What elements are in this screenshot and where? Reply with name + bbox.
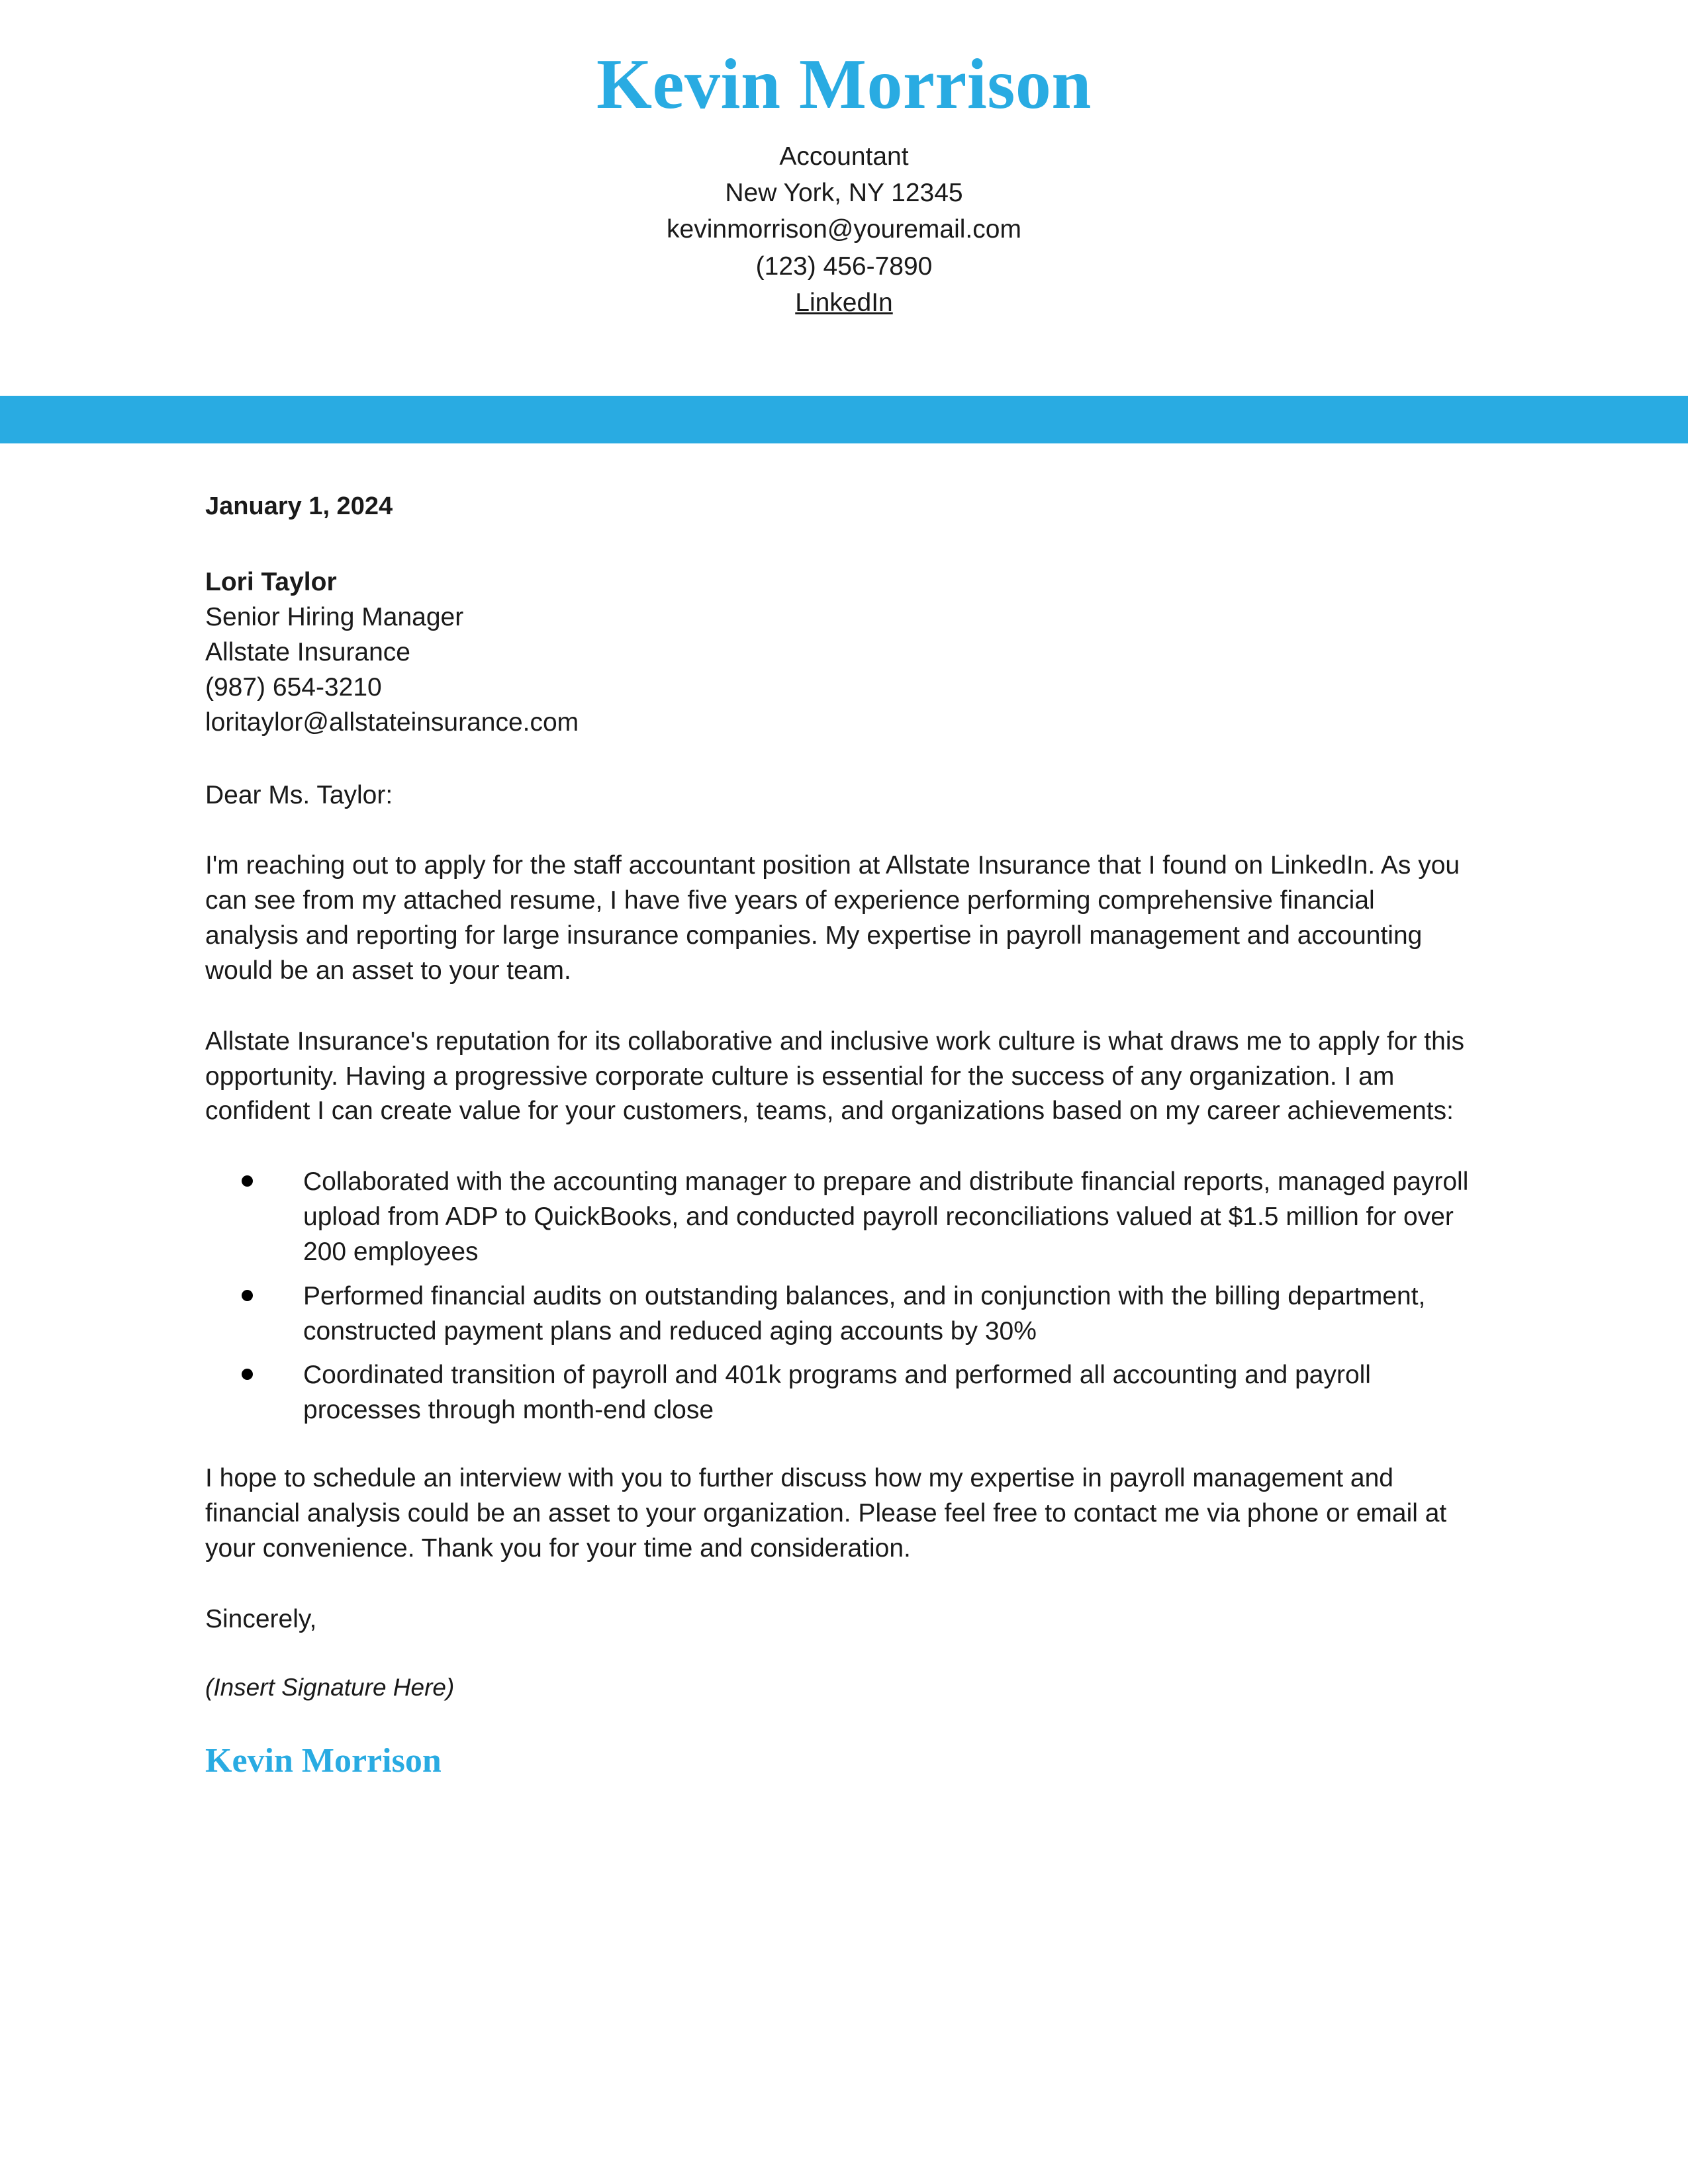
letter-header: [0, 0, 1688, 322]
bullet-icon: [242, 1290, 253, 1301]
recipient-block: [205, 565, 1475, 740]
signature-name: Kevin Morrison: [205, 1742, 442, 1780]
recipient-phone: (987) 654-3210: [205, 673, 382, 702]
contact-block: [0, 138, 1688, 322]
recipient-email: loritaylor@allstateinsurance.com: [205, 708, 579, 737]
applicant-email: kevinmorrison@youremail.com: [667, 215, 1021, 244]
recipient-company: Allstate Insurance: [205, 637, 411, 666]
list-item: [205, 1358, 1475, 1428]
linkedin-link[interactable]: LinkedIn: [795, 289, 893, 318]
letter-body: [205, 490, 1475, 1784]
body-paragraph-2: Allstate Insurance's reputation for its collaborative and inclusive work culture is what draws me to apply for this opportunity. Having a progressive corporate culture is essential for the success of any organization. I am confident I can create value for your customers, teams, and organizations based on my career achievements:: [205, 1026, 1464, 1126]
list-item: [205, 1165, 1475, 1270]
recipient-role: Senior Hiring Manager: [205, 602, 464, 631]
salutation: Dear Ms. Taylor:: [205, 781, 393, 810]
body-paragraph-3: I hope to schedule an interview with you to further discuss how my expertise in payroll management and financial analysis could be an asset to your organization. Please feel free to contact me via phone or email at your convenience. Thank you for your time and consideration.: [205, 1464, 1447, 1563]
list-item-text: Collaborated with the accounting manager to prepare and distribute financial reports, managed payroll upload from ADP to QuickBooks, and conducted payroll reconciliations valued at $1.5 million for over 200 employees: [303, 1167, 1469, 1266]
applicant-location: New York, NY 12345: [725, 179, 963, 207]
bullet-icon: [242, 1369, 253, 1380]
list-item-text: Performed financial audits on outstanding balances, and in conjunction with the billing department, constructed payment plans and reduced aging accounts by 30%: [303, 1281, 1426, 1345]
signature-placeholder: (Insert Signature Here): [205, 1673, 455, 1701]
applicant-job-title: Accountant: [779, 142, 909, 171]
bullet-icon: [242, 1175, 253, 1187]
body-paragraph-1: I'm reaching out to apply for the staff accountant position at Allstate Insurance that I found on LinkedIn. As you can see from my attached resume, I have five years of experience performing comprehensive financial analysis and reporting for large insurance companies. My expertise in payroll management and accounting would be an asset to your team.: [205, 851, 1460, 985]
accent-divider: [0, 396, 1688, 443]
applicant-phone: (123) 456-7890: [755, 251, 933, 281]
list-item-text: Coordinated transition of payroll and 401k programs and performed all accounting and payroll processes through month-end close: [303, 1361, 1371, 1425]
letter-date: January 1, 2024: [205, 492, 393, 520]
closing-line: Sincerely,: [205, 1604, 317, 1633]
recipient-name: Lori Taylor: [205, 567, 337, 596]
page-title: Kevin Morrison: [596, 45, 1092, 124]
achievements-list: [205, 1165, 1475, 1428]
list-item: [205, 1279, 1475, 1349]
